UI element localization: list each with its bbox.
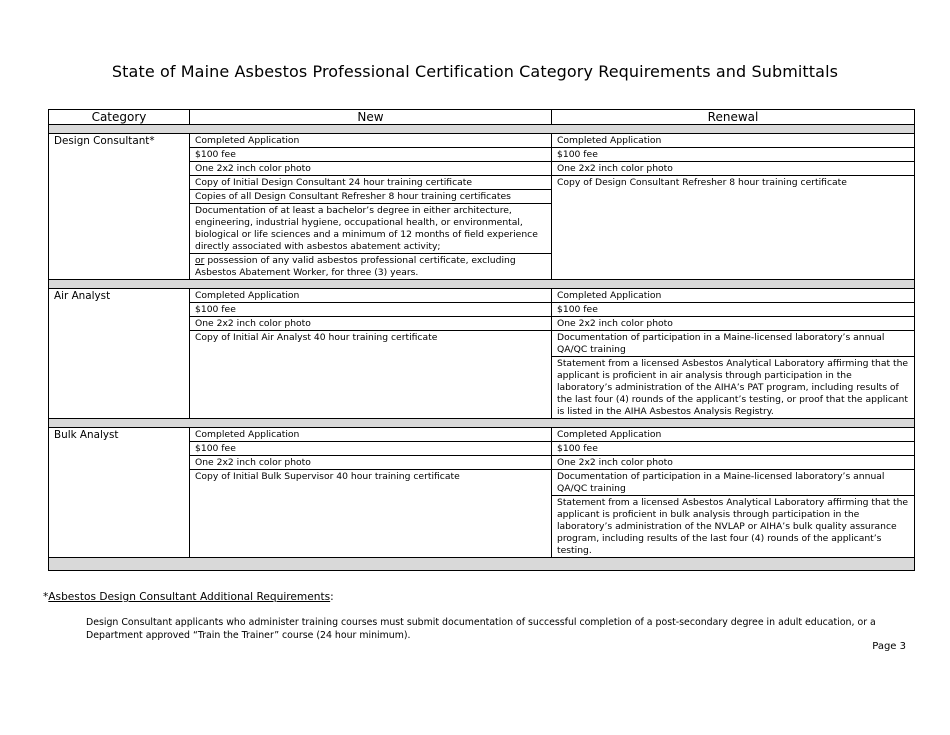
aa-renewal-item: One 2x2 inch color photo [552, 317, 915, 331]
ba-renewal-item: Statement from a licensed Asbestos Analytical Laboratory affirming that the applicant is proficient in bulk analysis through participation in the laboratory’s administration of the NVLAP or AIHA’s bulk quality assurance program, including results of the last four (4) rounds of the applicant’s testing. [552, 496, 915, 558]
or-word: or [195, 255, 205, 266]
dc-new-item: Documentation of at least a bachelor’s degree in either architecture, engineering, industrial hygiene, occupational health, or environmental, biological or life sciences and a minimum of 12 months of field experience directly associated with asbestos abatement activity; [190, 204, 552, 254]
dc-new-item: Completed Application [190, 134, 552, 148]
aa-renewal-item: $100 fee [552, 303, 915, 317]
separator-row [49, 558, 915, 571]
category-design-consultant: Design Consultant* [49, 134, 190, 280]
aa-new-item: Copy of Initial Air Analyst 40 hour training certificate [190, 331, 552, 419]
aa-new-item: One 2x2 inch color photo [190, 317, 552, 331]
dc-new-item: Copy of Initial Design Consultant 24 hour training certificate [190, 176, 552, 190]
aa-renewal-item: Completed Application [552, 289, 915, 303]
footnote-heading [43, 591, 334, 603]
category-bulk-analyst: Bulk Analyst [49, 428, 190, 558]
dc-renewal-item: $100 fee [552, 148, 915, 162]
requirements-table [48, 109, 915, 571]
separator-row [49, 280, 915, 289]
page-title: State of Maine Asbestos Professional Certification Category Requirements and Submittals [111, 62, 839, 81]
table-row [49, 428, 915, 442]
ba-new-item: Completed Application [190, 428, 552, 442]
page-number: Page 3 [872, 641, 906, 652]
ba-new-item: Copy of Initial Bulk Supervisor 40 hour training certificate [190, 470, 552, 558]
aa-renewal-item: Documentation of participation in a Maine-licensed laboratory’s annual QA/QC training [552, 331, 915, 357]
table-row [49, 289, 915, 303]
ba-renewal-item: One 2x2 inch color photo [552, 456, 915, 470]
separator-row [49, 419, 915, 428]
ba-renewal-item: Documentation of participation in a Maine-licensed laboratory’s annual QA/QC training [552, 470, 915, 496]
footnote-colon: : [330, 591, 334, 603]
footnote-star: * [43, 591, 49, 603]
ba-renewal-item: $100 fee [552, 442, 915, 456]
ba-renewal-item: Completed Application [552, 428, 915, 442]
ba-new-item: One 2x2 inch color photo [190, 456, 552, 470]
dc-renewal-item: Copy of Design Consultant Refresher 8 hour training certificate [552, 176, 915, 280]
footnote-body: Design Consultant applicants who administer training courses must submit documentation of successful completion of a post-secondary degree in adult education, or a Department approved “Train the Trainer” course (24 hour minimum). [86, 617, 876, 641]
dc-new-item: One 2x2 inch color photo [190, 162, 552, 176]
dc-renewal-item: One 2x2 inch color photo [552, 162, 915, 176]
header-category: Category [49, 110, 190, 125]
header-new: New [190, 110, 552, 125]
aa-new-item: $100 fee [190, 303, 552, 317]
footnote-title: Asbestos Design Consultant Additional Requirements [48, 591, 331, 603]
ba-new-item: $100 fee [190, 442, 552, 456]
dc-new-item: $100 fee [190, 148, 552, 162]
or-rest: possession of any valid asbestos professional certificate, excluding Asbestos Abatement Worker, for three (3) years. [195, 255, 516, 278]
separator-row [49, 125, 915, 134]
dc-new-item-or [190, 254, 552, 280]
dc-new-item: Copies of all Design Consultant Refresher 8 hour training certificates [190, 190, 552, 204]
dc-renewal-item: Completed Application [552, 134, 915, 148]
header-renewal: Renewal [552, 110, 915, 125]
category-air-analyst: Air Analyst [49, 289, 190, 419]
aa-renewal-item: Statement from a licensed Asbestos Analytical Laboratory affirming that the applicant is proficient in air analysis through participation in the laboratory’s administration of the AIHA’s PAT program, including results of the last four (4) rounds of the applicant’s testing, or proof that the applicant is listed in the AIHA Asbestos Analysis Registry. [552, 357, 915, 419]
table-row [49, 134, 915, 148]
table-header-row [49, 110, 915, 125]
aa-new-item: Completed Application [190, 289, 552, 303]
